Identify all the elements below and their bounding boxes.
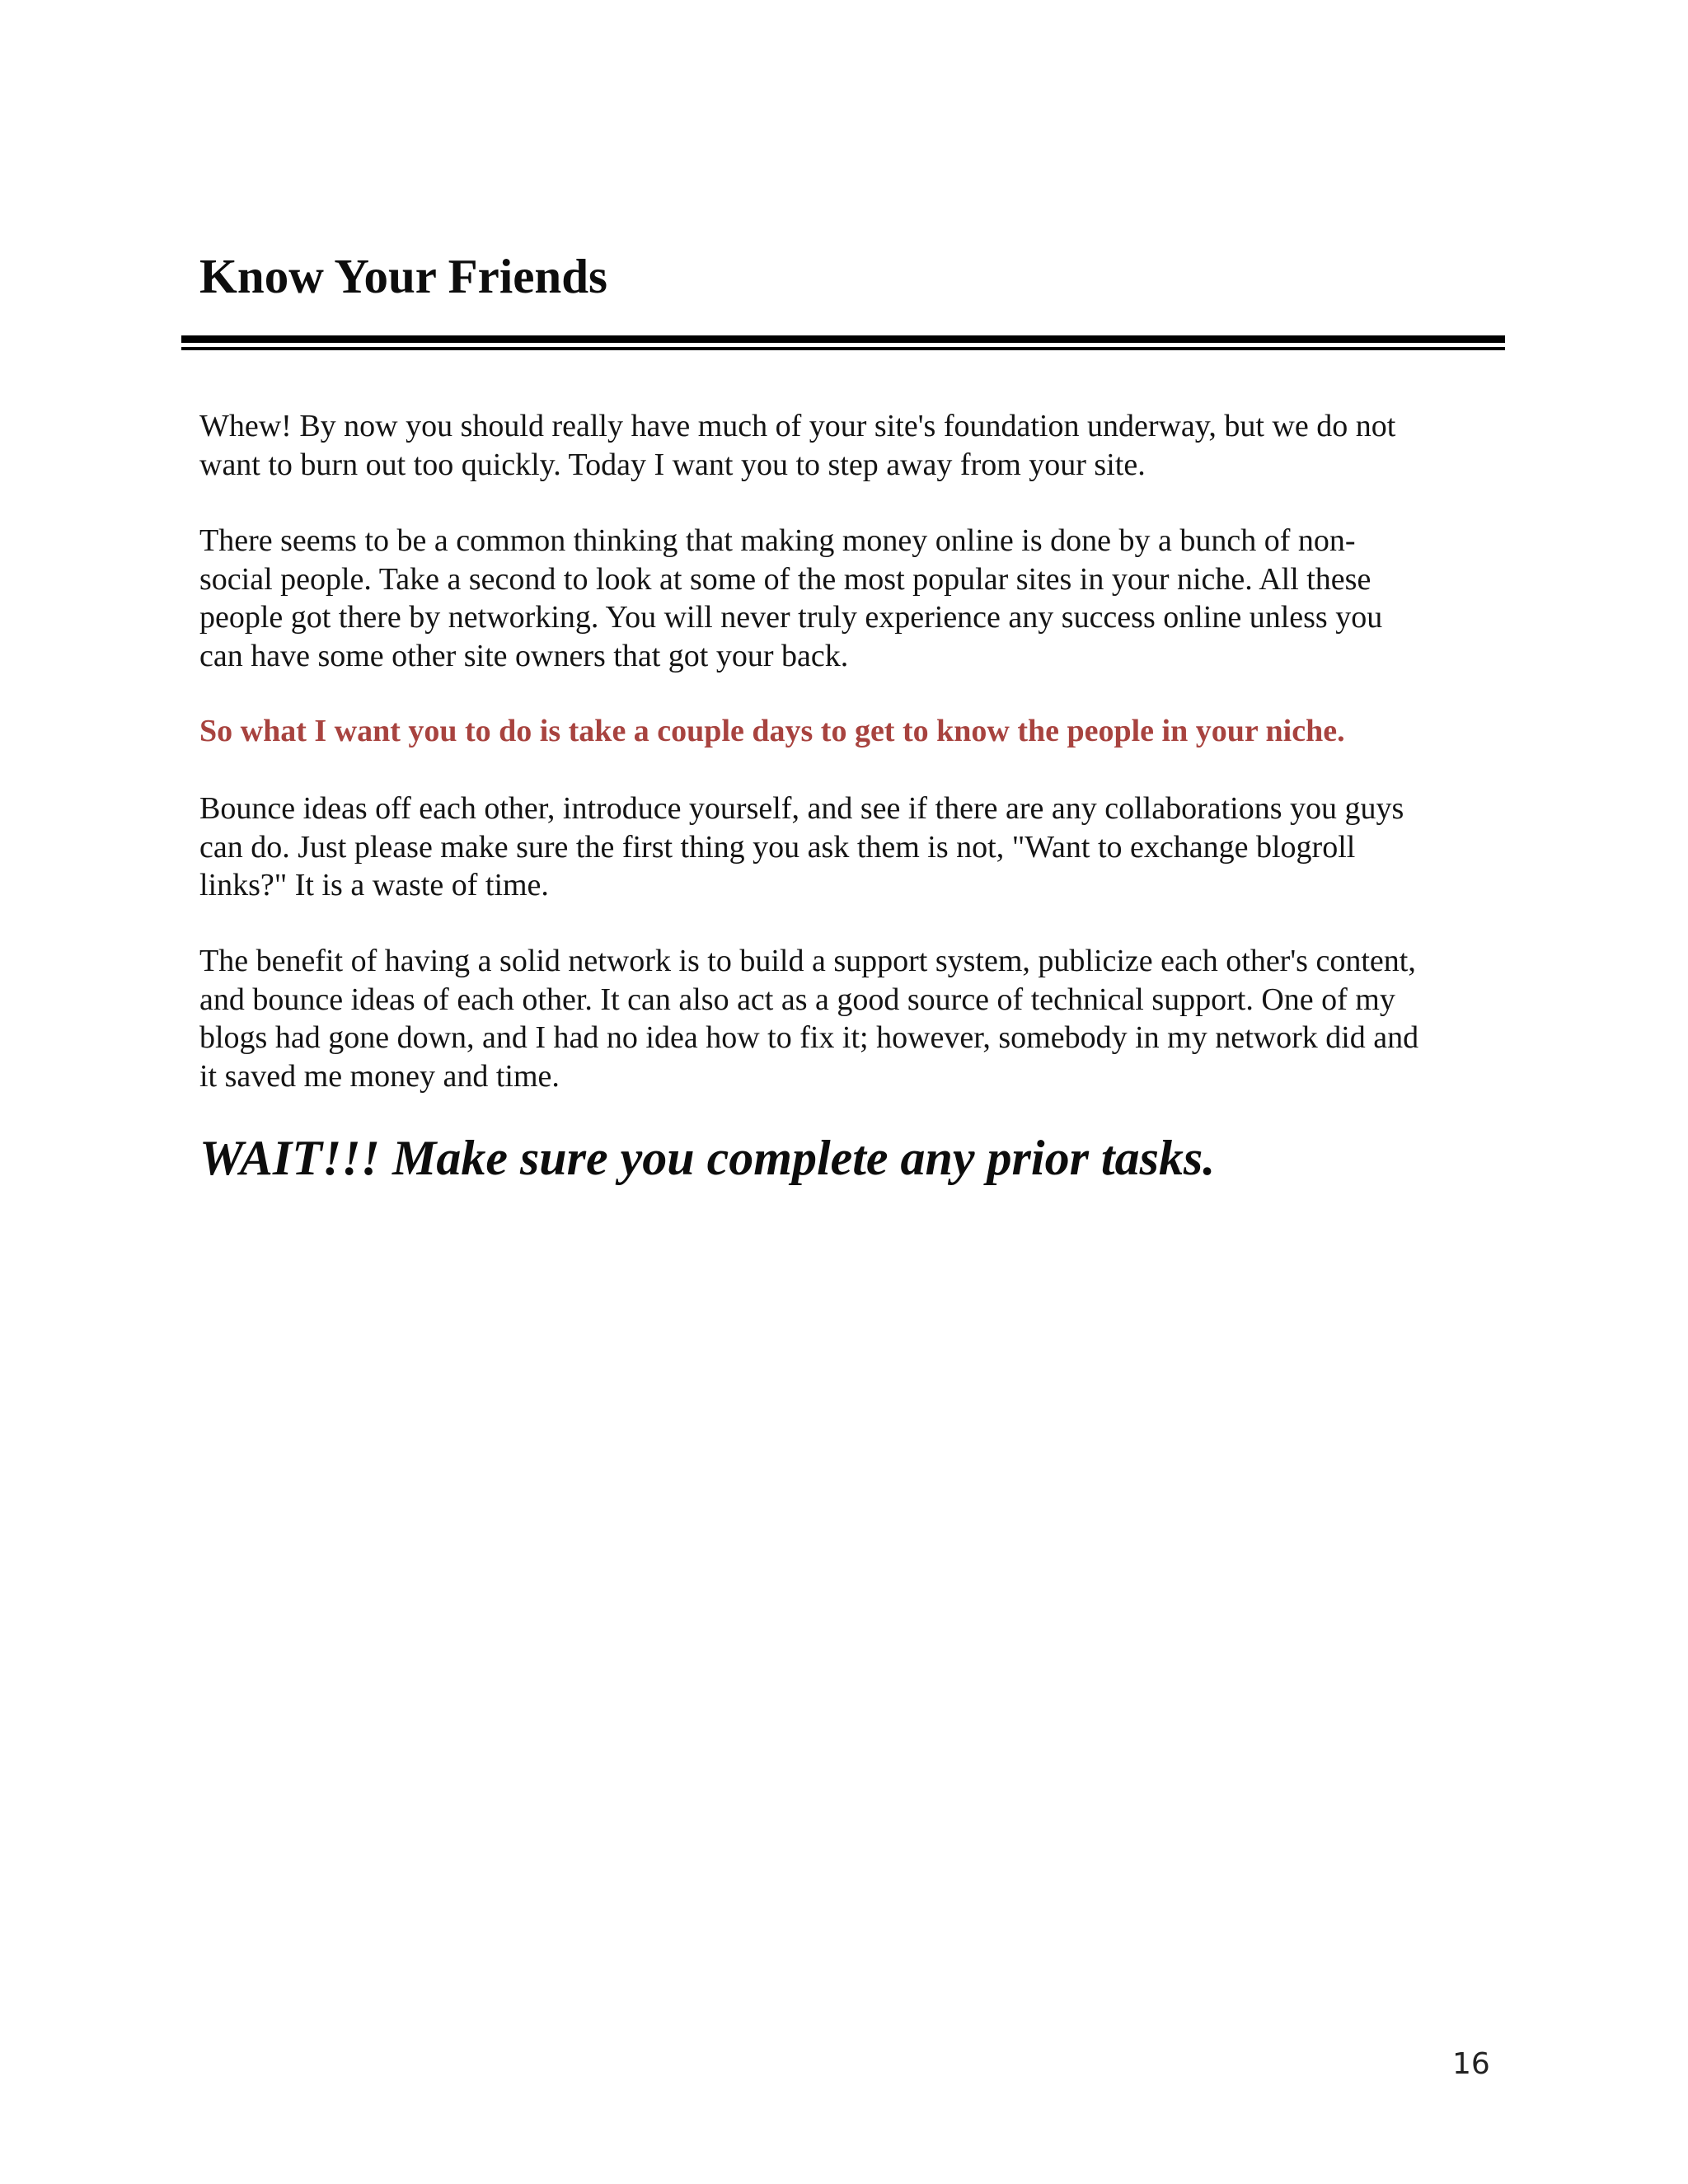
paragraph-bounce-ideas: [199, 790, 1518, 905]
paragraph-line: blogs had gone down, and I had no idea how to fix it; however, somebody in my network did and: [199, 1020, 1419, 1055]
paragraph-line: it saved me money and time.: [199, 1058, 560, 1094]
paragraph-networking: [199, 522, 1518, 675]
title-rule-thin: [181, 347, 1505, 350]
wait-notice: WAIT!!! Make sure you complete any prior tasks.: [199, 1131, 1216, 1185]
page-title: Know Your Friends: [199, 249, 608, 303]
paragraph-line: social people. Take a second to look at some of the most popular sites in your niche. All these: [199, 561, 1372, 597]
paragraph-line: Whew! By now you should really have much of your site's foundation underway, but we do not: [199, 409, 1396, 443]
paragraph-line: The benefit of having a solid network is to build a support system, publicize each other's content,: [199, 944, 1416, 978]
paragraph-line: can do. Just please make sure the first thing you ask them is not, "Want to exchange blogroll: [199, 829, 1356, 865]
paragraph-line: and bounce ideas of each other. It can also act as a good source of technical support. One of my: [199, 982, 1395, 1017]
paragraph-intro: [199, 407, 1518, 484]
paragraph-line: links?" It is a waste of time.: [199, 868, 549, 902]
highlight-instruction: So what I want you to do is take a couple days to get to know the people in your niche.: [199, 714, 1345, 748]
paragraph-benefits: [199, 942, 1518, 1095]
title-rule-thick: [181, 335, 1505, 343]
page-number: 16: [1452, 2047, 1490, 2081]
paragraph-line: can have some other site owners that got your back.: [199, 638, 849, 673]
paragraph-line: There seems to be a common thinking that making money online is done by a bunch of non-: [199, 523, 1356, 558]
paragraph-line: Bounce ideas off each other, introduce yourself, and see if there are any collaborations you guys: [199, 791, 1404, 826]
paragraph-line: want to burn out too quickly. Today I want you to step away from your site.: [199, 447, 1146, 482]
paragraph-line: people got there by networking. You will never truly experience any success online unless you: [199, 600, 1383, 635]
